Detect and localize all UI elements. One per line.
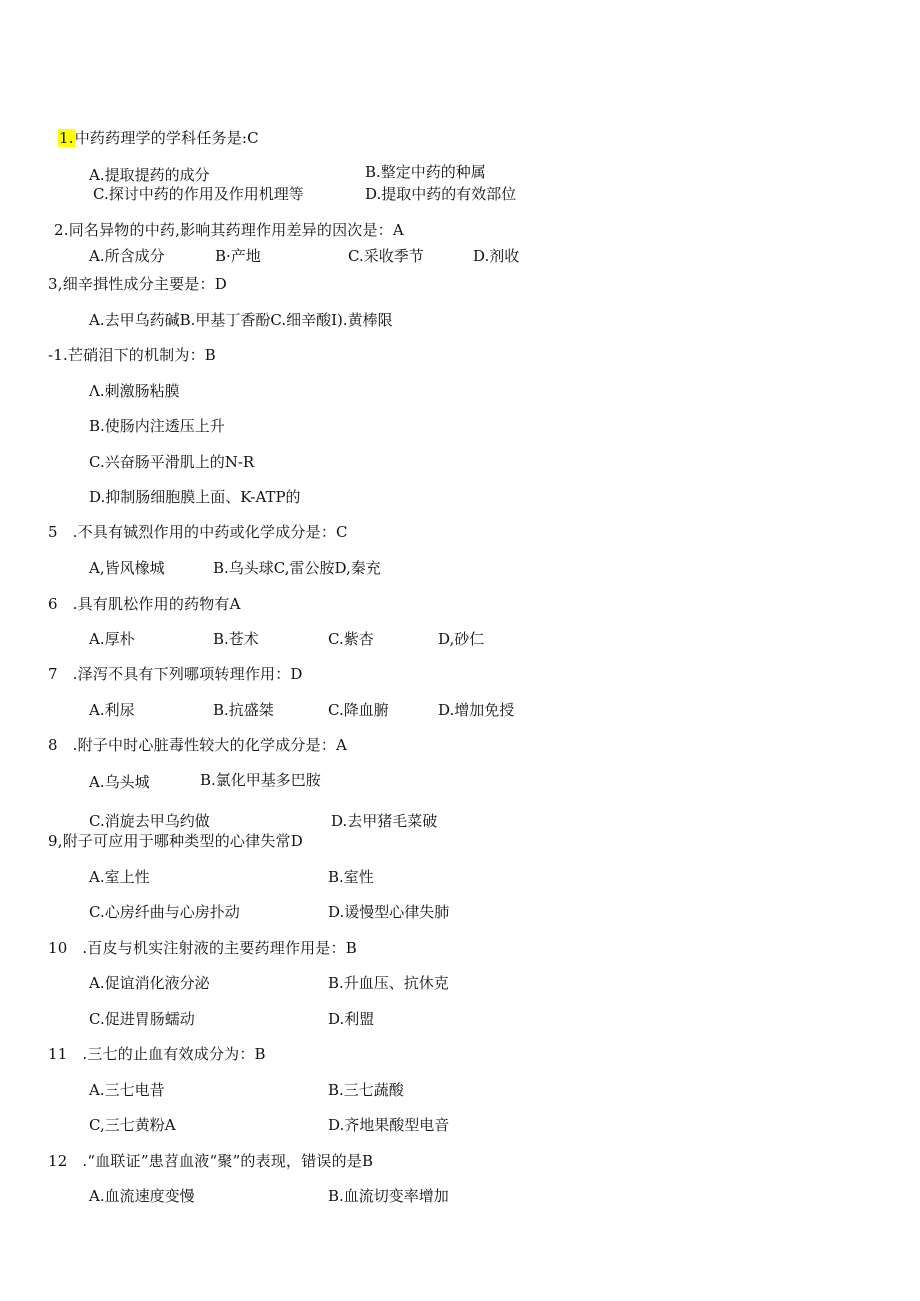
question-8-option-a: A.乌头城 <box>89 773 150 791</box>
question-1-option-b: B.整定中药的种属 <box>365 163 486 181</box>
question-9-option-c: C.心房纤曲与心房扑动 <box>89 903 240 921</box>
question-6-option-a: A.厚朴 <box>89 630 135 648</box>
question-2-option-a: A.所含成分 <box>89 247 165 265</box>
question-5-text: 5 .不具有铖烈作用的中药或化学成分是：C <box>48 523 348 541</box>
question-9-text: 9,附子可应用于哪种类型的心律失常D <box>48 832 303 850</box>
question-10-option-a: A.促谊消化液分泌 <box>89 974 210 992</box>
question-9-option-d: D.谖慢型心律失肺 <box>328 903 450 921</box>
question-8-option-c: C.消旋去甲乌约做 <box>89 812 210 830</box>
question-8-text: 8 .附子中时心脏毒性较大的化学成分是：A <box>48 736 348 754</box>
question-11-text: 11 .三七的止血有效成分为：B <box>48 1045 266 1063</box>
question-7-option-b: B.抗盛桀 <box>213 701 274 719</box>
question-6-text: 6 .具有肌松作用的药物有A <box>48 595 241 613</box>
question-1-option-d: D.提取中药的有效部位 <box>365 185 517 203</box>
question-11-option-b: B.三七蔬酸 <box>328 1081 404 1099</box>
question-4-option-d: D.抑制肠细胞膜上面、K-ATP的 <box>89 488 301 506</box>
question-4-option-a: Λ.刺激肠粘膜 <box>89 382 180 400</box>
question-10-text: 10 .百皮与机实注射液的主要药理作用是：B <box>48 939 357 957</box>
question-1 <box>58 128 259 148</box>
question-6-option-b: B.苍术 <box>213 630 259 648</box>
question-9-option-b: B.室性 <box>328 868 374 886</box>
question-6-option-d: D,砂仁 <box>438 630 485 648</box>
question-1-option-c: C.探讨中药的作用及作用机理等 <box>93 185 304 203</box>
question-4-text: -1.芒硝泪下的机制为：B <box>48 346 217 364</box>
question-1-text: 中药药理学的学科任务是:C <box>74 129 259 147</box>
question-2-option-c: C.采收季节 <box>348 247 424 265</box>
question-11-option-a: A.三七电昔 <box>89 1081 165 1099</box>
question-7-option-d: D.增加免授 <box>438 701 515 719</box>
question-7-text: 7 .泽泻不具有下列哪项转理作用：D <box>48 665 303 683</box>
question-4-option-c: C.兴奋肠平滑肌上的N-R <box>89 453 255 471</box>
question-2-option-d: D.剂收 <box>473 247 520 265</box>
question-3-text: 3,细辛揖性成分主要是：D <box>48 275 227 293</box>
question-2-text: 2.同名异物的中药,影响其药理作用差异的因次是：A <box>54 221 404 239</box>
question-6-option-c: C.紫杏 <box>328 630 374 648</box>
question-10-option-d: D.利盟 <box>328 1010 375 1028</box>
question-11-option-c: C,三七黄粉A <box>89 1116 176 1134</box>
question-12-option-b: B.血流切变率增加 <box>328 1187 449 1205</box>
question-10-option-b: B.升血压、抗休克 <box>328 974 449 992</box>
question-4-option-b: B.使肠内注透压上升 <box>89 417 225 435</box>
question-3-options: A.去甲乌药碱B.甲基丁香酚C.细辛酸I).黄棒限 <box>89 311 393 329</box>
question-2-option-b: B·产地 <box>215 247 261 265</box>
question-12-option-a: A.血流速度变慢 <box>89 1187 195 1205</box>
question-12-text: 12 .“血联证”患苕血液“聚”的表现，错误的是B <box>48 1152 374 1170</box>
question-1-number-highlight: 1. <box>59 129 74 147</box>
question-8-option-b: B.氯化甲基多巴胺 <box>200 771 321 789</box>
question-8-option-d: D.去甲猪毛菜破 <box>331 812 438 830</box>
question-9-option-a: A.室上性 <box>89 868 150 886</box>
question-7-option-c: C.降血腑 <box>328 701 389 719</box>
question-5-options-bcd: B.乌头球C,雷公胺D,秦充 <box>213 559 381 577</box>
question-10-option-c: C.促进胃肠蠕动 <box>89 1010 195 1028</box>
question-1-option-a: A.提取提药的成分 <box>89 166 210 184</box>
question-7-option-a: A.利尿 <box>89 701 135 719</box>
question-5-option-a: A,皆风橡城 <box>89 559 165 577</box>
question-11-option-d: D.齐地果酸型电音 <box>328 1116 450 1134</box>
